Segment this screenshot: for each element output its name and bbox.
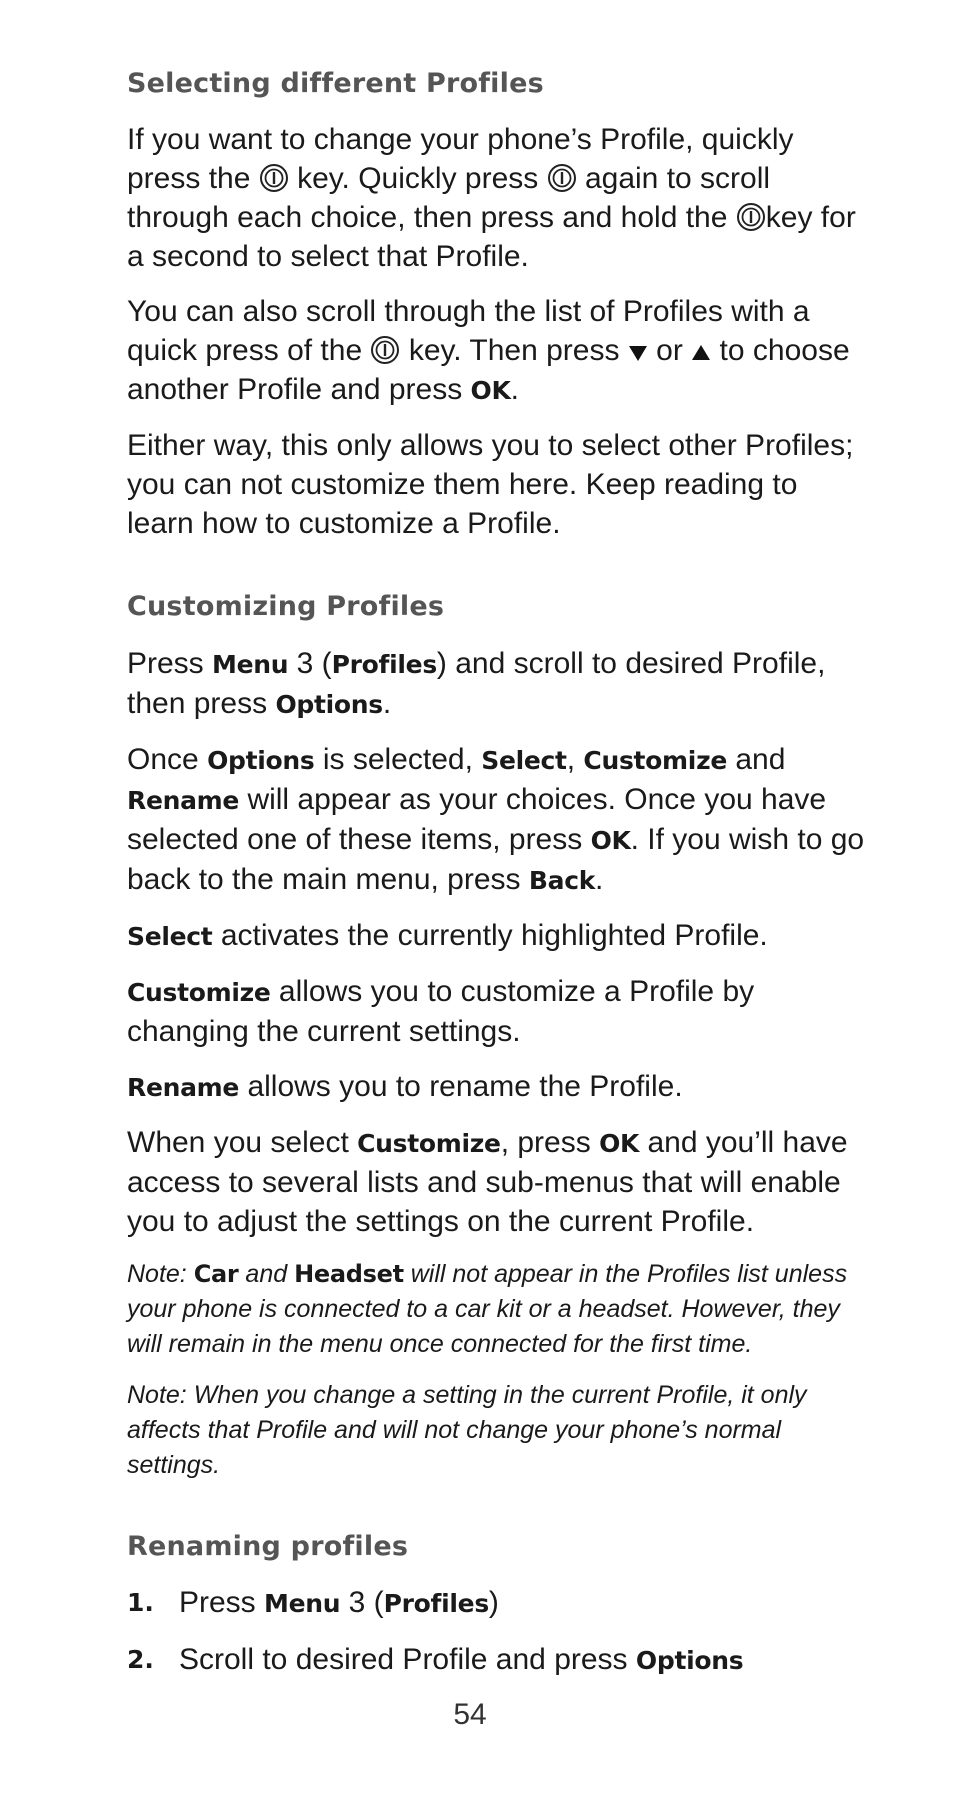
down-arrow-icon xyxy=(628,344,648,362)
heading-customizing-profiles: Customizing Profiles xyxy=(127,591,445,623)
note-car-headset: Note: Car and Headset will not appear in the Profiles list unless your phone is connected to a car kit or a headset. However, they will remain in the menu once connected for the first time. xyxy=(127,1259,848,1358)
paragraph-change-profile: If you want to change your phone’s Profile, quickly press the key. Quickly press again to scroll through each choice, then press and hold the key for a second to select that Profile. xyxy=(127,123,856,274)
heading-renaming-profiles: Renaming profiles xyxy=(127,1530,409,1562)
paragraph-rename: Rename allows you to rename the Profile. xyxy=(127,1069,683,1103)
list-item: 2. Scroll to desired Profile and press Options xyxy=(127,1643,744,1677)
heading-selecting-profiles: Selecting different Profiles xyxy=(127,68,544,99)
up-arrow-icon xyxy=(691,344,711,362)
paragraph-press-menu: Press Menu 3 (Profiles) and scroll to desired Profile, then press Options. xyxy=(127,646,826,720)
power-key-icon xyxy=(736,202,766,232)
paragraph-either-way: Either way, this only allows you to select other Profiles; you can not customize them here. Keep reading to learn how to customize a Profile. xyxy=(127,429,854,541)
paragraph-customize: Customize allows you to customize a Profile by changing the current settings. xyxy=(127,974,755,1048)
power-key-icon xyxy=(259,163,289,193)
manual-page xyxy=(127,68,867,1697)
power-key-icon xyxy=(547,163,577,193)
paragraph-options-choices: Once Options is selected, Select, Customize and Rename will appear as your choices. Once you have selected one of these items, press OK. If you wish to go back to the main menu, press Back. xyxy=(127,742,865,896)
paragraph-scroll-profiles: You can also scroll through the list of Profiles with a quick press of the key. Then press or to choose another Profile and press OK. xyxy=(127,295,850,407)
paragraph-select: Select activates the currently highlighted Profile. xyxy=(127,918,768,952)
paragraph-when-customize: When you select Customize, press OK and you’ll have access to several lists and sub-menus that will enable you to adjust the settings on the current Profile. xyxy=(127,1125,848,1238)
renaming-steps-list xyxy=(127,1583,867,1680)
note-current-profile: Note: When you change a setting in the current Profile, it only affects that Profile and will not change your phone’s normal settings. xyxy=(127,1380,807,1479)
list-item: 1. Press Menu 3 (Profiles) xyxy=(127,1586,499,1620)
power-key-icon xyxy=(370,335,400,365)
page-number: 54 xyxy=(453,1698,487,1731)
